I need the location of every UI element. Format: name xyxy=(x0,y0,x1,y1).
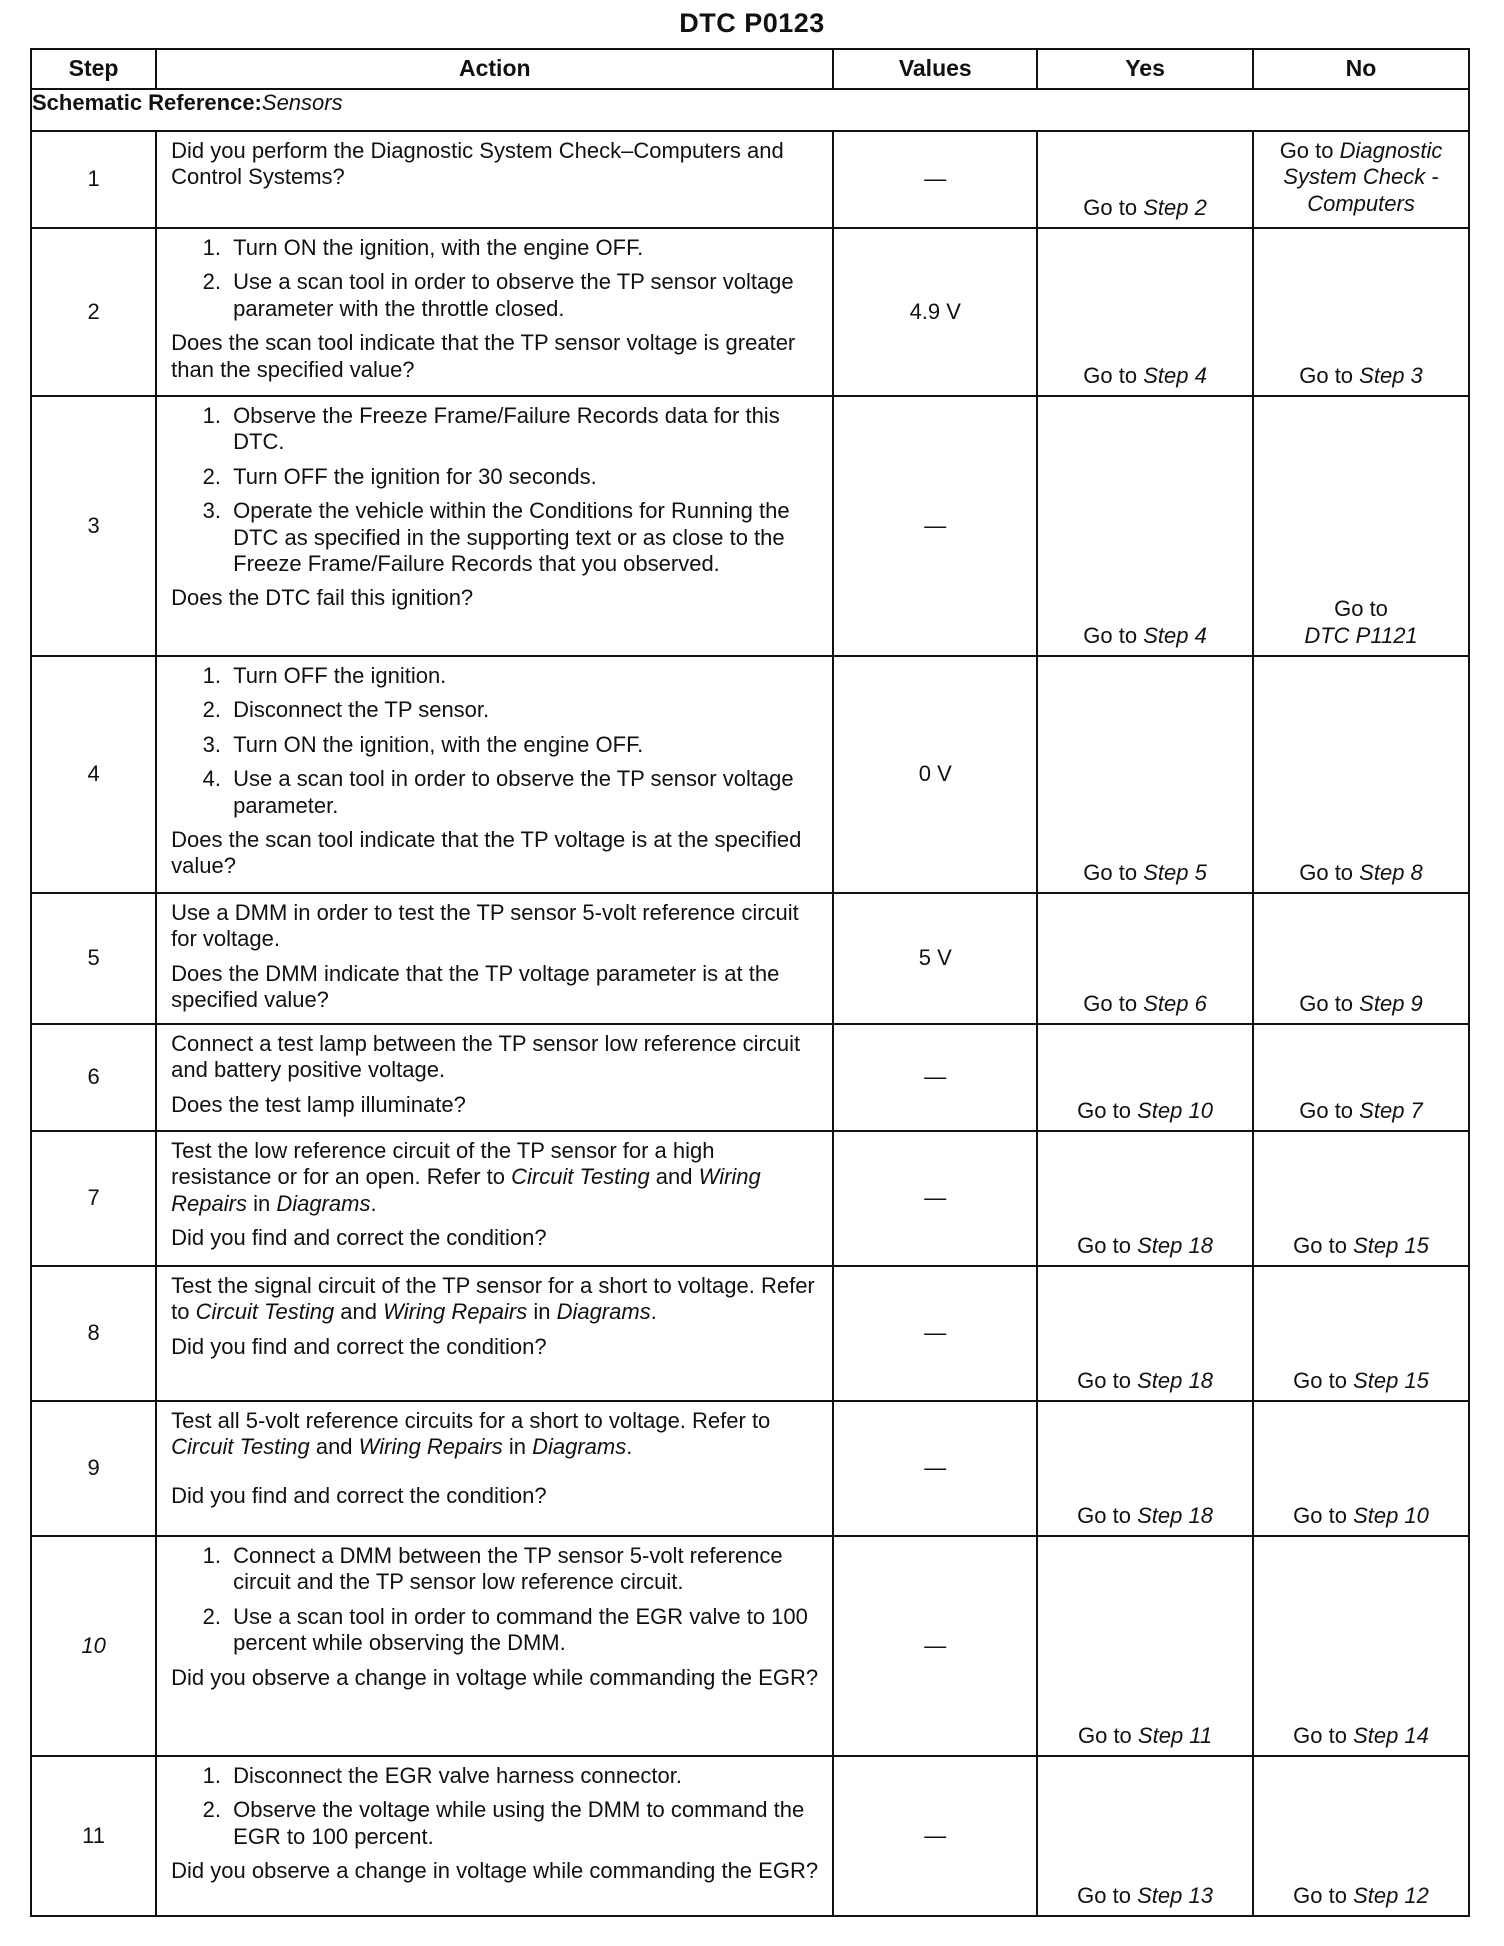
text-run: and xyxy=(309,1434,359,1460)
circuit-testing-link[interactable]: Circuit Testing xyxy=(511,1164,650,1190)
value-cell: — xyxy=(833,131,1037,228)
action-text xyxy=(171,1138,818,1217)
substep: 2. Use a scan tool in order to command the EGR valve to 100 percent while observing the DMM. xyxy=(227,1604,818,1657)
text-run: . xyxy=(370,1190,377,1216)
no-step-link[interactable]: Step 15 xyxy=(1353,1367,1429,1393)
no-cell xyxy=(1253,396,1469,656)
text-run: Test the signal circuit of the TP sensor for a short to voltage. Refer to xyxy=(171,1273,815,1325)
action-cell xyxy=(156,396,833,656)
yes-step-link[interactable]: Step 4 xyxy=(1143,622,1207,648)
value-cell: — xyxy=(833,396,1037,656)
action-question: Does the scan tool indicate that the TP voltage is at the specified value? xyxy=(171,826,802,879)
substep-list xyxy=(171,403,818,577)
text-run: . xyxy=(626,1434,633,1460)
header-action: Action xyxy=(156,49,833,89)
substep: 2. Use a scan tool in order to observe the TP sensor voltage parameter with the throttle closed. xyxy=(227,269,818,322)
table-row xyxy=(31,1756,1469,1916)
no-step-link[interactable]: Step 12 xyxy=(1353,1882,1429,1908)
step-number: 9 xyxy=(31,1401,156,1536)
no-step-link[interactable]: Step 10 xyxy=(1353,1502,1429,1528)
value-cell: — xyxy=(833,1401,1037,1536)
no-step-link[interactable]: Step 7 xyxy=(1359,1097,1423,1123)
substep-list xyxy=(171,1763,818,1850)
action-question: Did you observe a change in voltage while commanding the EGR? xyxy=(171,1858,819,1884)
action-question: Does the DTC fail this ignition? xyxy=(171,585,474,611)
table-row xyxy=(31,131,1469,228)
no-link[interactable]: Computers xyxy=(1307,190,1415,216)
action-question: Did you find and correct the condition? xyxy=(171,1333,547,1359)
diagrams-link[interactable]: Diagrams xyxy=(532,1434,627,1460)
text-run: Test all 5-volt reference circuits for a short to voltage. Refer to xyxy=(171,1408,771,1433)
wiring-repairs-link[interactable]: Wiring Repairs xyxy=(358,1434,503,1460)
yes-step-link[interactable]: Step 11 xyxy=(1137,1722,1213,1748)
substep: 1. Disconnect the EGR valve harness connector. xyxy=(227,1763,818,1789)
schematic-reference-link[interactable]: Sensors xyxy=(261,90,343,115)
step-number: 11 xyxy=(31,1756,156,1916)
no-link[interactable]: Diagnostic xyxy=(1339,138,1443,163)
substep: 1. Connect a DMM between the TP sensor 5-volt reference circuit and the TP sensor low reference circuit. xyxy=(227,1543,818,1596)
no-cell xyxy=(1253,1756,1469,1916)
table-row xyxy=(31,656,1469,893)
action-question: Does the DMM indicate that the TP voltage parameter is at the specified value? xyxy=(171,960,780,1013)
substep: 4. Use a scan tool in order to observe the TP sensor voltage parameter. xyxy=(227,766,818,819)
step-number: 8 xyxy=(31,1266,156,1401)
table-row xyxy=(31,1266,1469,1401)
no-step-link[interactable]: Step 3 xyxy=(1359,362,1423,388)
go-to-label: Go to xyxy=(1077,1502,1131,1528)
diagnostic-table xyxy=(30,48,1470,1917)
action-text: Use a DMM in order to test the TP sensor 5-volt reference circuit for voltage. xyxy=(171,900,799,952)
value-cell: — xyxy=(833,1266,1037,1401)
step-number: 10 xyxy=(31,1536,156,1756)
go-to-label: Go to xyxy=(1083,859,1138,885)
go-to-label: Go to xyxy=(1083,622,1138,648)
header-step: Step xyxy=(31,49,156,89)
action-question: Did you find and correct the condition? xyxy=(171,1225,547,1251)
no-step-link[interactable]: Step 8 xyxy=(1359,859,1423,885)
go-to-label: Go to xyxy=(1299,1097,1354,1123)
step-number: 1 xyxy=(31,131,156,228)
schematic-reference xyxy=(31,89,1469,131)
action-cell xyxy=(156,656,833,893)
action-cell xyxy=(156,893,833,1024)
schematic-reference-row xyxy=(31,89,1469,131)
circuit-testing-link[interactable]: Circuit Testing xyxy=(195,1299,335,1325)
go-to-label: Go to xyxy=(1299,859,1354,885)
value-cell: — xyxy=(833,1536,1037,1756)
action-question: Did you find and correct the condition? xyxy=(171,1482,547,1508)
yes-cell xyxy=(1037,893,1253,1024)
yes-step-link[interactable]: Step 13 xyxy=(1137,1882,1213,1908)
substep: 3. Operate the vehicle within the Conditions for Running the DTC as specified in the supporting text or as close to the Freeze Frame/Failure Records that you observed. xyxy=(227,498,818,577)
value-cell: — xyxy=(833,1024,1037,1131)
diagrams-link[interactable]: Diagrams xyxy=(276,1190,371,1216)
yes-step-link[interactable]: Step 18 xyxy=(1137,1232,1213,1258)
action-question: Did you observe a change in voltage while commanding the EGR? xyxy=(171,1664,819,1690)
step-number: 7 xyxy=(31,1131,156,1266)
go-to-label: Go to xyxy=(1293,1722,1347,1748)
action-cell xyxy=(156,1756,833,1916)
yes-cell xyxy=(1037,1024,1253,1131)
go-to-label: Go to xyxy=(1299,362,1354,388)
page-title: DTC P0123 xyxy=(679,8,825,38)
yes-cell xyxy=(1037,1131,1253,1266)
yes-cell xyxy=(1037,1266,1253,1401)
go-to-label: Go to xyxy=(1077,1722,1132,1748)
yes-cell xyxy=(1037,228,1253,396)
yes-step-link[interactable]: Step 10 xyxy=(1137,1097,1213,1123)
table-row xyxy=(31,1536,1469,1756)
no-cell xyxy=(1253,893,1469,1024)
go-to-label: Go to xyxy=(1293,1367,1347,1393)
no-cell xyxy=(1253,656,1469,893)
yes-step-link[interactable]: Step 18 xyxy=(1137,1367,1213,1393)
go-to-label: Go to xyxy=(1083,362,1138,388)
action-question: Does the test lamp illuminate? xyxy=(171,1091,466,1117)
go-to-label: Go to xyxy=(1083,194,1138,220)
text-run: in xyxy=(246,1190,277,1216)
yes-step-link[interactable]: Step 6 xyxy=(1143,990,1207,1016)
go-to-label: Go to xyxy=(1077,1882,1131,1908)
go-to-label: Go to xyxy=(1077,1097,1131,1123)
step-number: 2 xyxy=(31,228,156,396)
no-cell xyxy=(1253,1131,1469,1266)
yes-step-link[interactable]: Step 2 xyxy=(1143,194,1207,220)
table-row xyxy=(31,893,1469,1024)
action-cell xyxy=(156,1266,833,1401)
no-cell xyxy=(1253,1401,1469,1536)
substep-list xyxy=(171,663,818,819)
go-to-label: Go to xyxy=(1293,1232,1347,1258)
yes-cell xyxy=(1037,396,1253,656)
action-question: Does the scan tool indicate that the TP sensor voltage is greater than the specified value? xyxy=(171,330,796,382)
table-row xyxy=(31,228,1469,396)
wiring-repairs-link[interactable]: Wiring Repairs xyxy=(171,1164,761,1216)
text-run: in xyxy=(527,1299,557,1325)
yes-cell xyxy=(1037,1401,1253,1536)
value-cell: — xyxy=(833,1131,1037,1266)
step-number: 6 xyxy=(31,1024,156,1131)
action-cell xyxy=(156,131,833,228)
substep-list xyxy=(171,1543,818,1657)
yes-cell xyxy=(1037,656,1253,893)
substep-list xyxy=(171,235,818,322)
action-cell xyxy=(156,1401,833,1536)
no-cell xyxy=(1253,1024,1469,1131)
substep: 2. Observe the voltage while using the DMM to command the EGR to 100 percent. xyxy=(227,1797,818,1850)
table-row xyxy=(31,1024,1469,1131)
yes-cell xyxy=(1037,131,1253,228)
action-text xyxy=(171,1273,818,1326)
go-to-label: Go to xyxy=(1334,596,1388,622)
step-number: 5 xyxy=(31,893,156,1024)
text-run: . xyxy=(650,1299,657,1325)
no-step-link[interactable]: Step 14 xyxy=(1353,1722,1429,1748)
go-to-label: Go to xyxy=(1279,138,1334,163)
go-to-label: Go to xyxy=(1299,990,1354,1016)
substep: 3. Turn ON the ignition, with the engine OFF. xyxy=(227,732,818,758)
text-run: and xyxy=(649,1164,699,1190)
go-to-label: Go to xyxy=(1293,1502,1347,1528)
substep: 1. Observe the Freeze Frame/Failure Records data for this DTC. xyxy=(227,403,818,456)
action-text xyxy=(171,1408,818,1461)
yes-step-link[interactable]: Step 18 xyxy=(1137,1502,1213,1528)
action-cell xyxy=(156,1024,833,1131)
header-row xyxy=(31,49,1469,89)
step-number: 4 xyxy=(31,656,156,893)
wiring-repairs-link[interactable]: Wiring Repairs xyxy=(383,1299,528,1325)
yes-step-link[interactable]: Step 5 xyxy=(1143,859,1207,885)
substep: 2. Disconnect the TP sensor. xyxy=(227,697,818,723)
value-cell: 0 V xyxy=(833,656,1037,893)
substep: 1. Turn OFF the ignition. xyxy=(227,663,818,689)
substep: 2. Turn OFF the ignition for 30 seconds. xyxy=(227,464,818,490)
step-number: 3 xyxy=(31,396,156,656)
yes-cell xyxy=(1037,1756,1253,1916)
yes-cell xyxy=(1037,1536,1253,1756)
no-step-link[interactable]: Step 15 xyxy=(1353,1232,1429,1258)
go-to-label: Go to xyxy=(1077,1367,1131,1393)
action-cell xyxy=(156,1536,833,1756)
no-cell xyxy=(1253,228,1469,396)
no-cell xyxy=(1253,131,1469,228)
no-link[interactable]: System Check - xyxy=(1283,164,1439,190)
schematic-reference-label: Schematic Reference: xyxy=(32,90,262,115)
header-no: No xyxy=(1253,49,1469,89)
no-link[interactable]: DTC P1121 xyxy=(1304,622,1418,648)
go-to-label: Go to xyxy=(1293,1882,1347,1908)
action-text: Connect a test lamp between the TP sensor low reference circuit and battery positive voltage. xyxy=(171,1031,801,1083)
value-cell: 5 V xyxy=(833,893,1037,1024)
table-row xyxy=(31,1131,1469,1266)
header-values: Values xyxy=(833,49,1037,89)
header-yes: Yes xyxy=(1037,49,1253,89)
no-cell xyxy=(1253,1266,1469,1401)
table-row xyxy=(31,1401,1469,1536)
go-to-label: Go to xyxy=(1077,1232,1131,1258)
go-to-label: Go to xyxy=(1083,990,1138,1016)
text-run: and xyxy=(334,1299,384,1325)
value-cell: 4.9 V xyxy=(833,228,1037,396)
substep: 1. Turn ON the ignition, with the engine OFF. xyxy=(227,235,818,261)
action-text: Did you perform the Diagnostic System Check–Computers and Control Systems? xyxy=(171,138,784,190)
circuit-testing-link[interactable]: Circuit Testing xyxy=(171,1434,310,1460)
value-cell: — xyxy=(833,1756,1037,1916)
diagrams-link[interactable]: Diagrams xyxy=(556,1299,651,1325)
no-step-link[interactable]: Step 9 xyxy=(1359,990,1423,1016)
table-row xyxy=(31,396,1469,656)
yes-step-link[interactable]: Step 4 xyxy=(1143,362,1207,388)
text-run: in xyxy=(502,1434,533,1460)
no-cell xyxy=(1253,1536,1469,1756)
text-run: Test the low reference circuit of the TP sensor for a high resistance or for an open. Refer to xyxy=(171,1138,715,1190)
action-cell xyxy=(156,228,833,396)
action-cell xyxy=(156,1131,833,1266)
